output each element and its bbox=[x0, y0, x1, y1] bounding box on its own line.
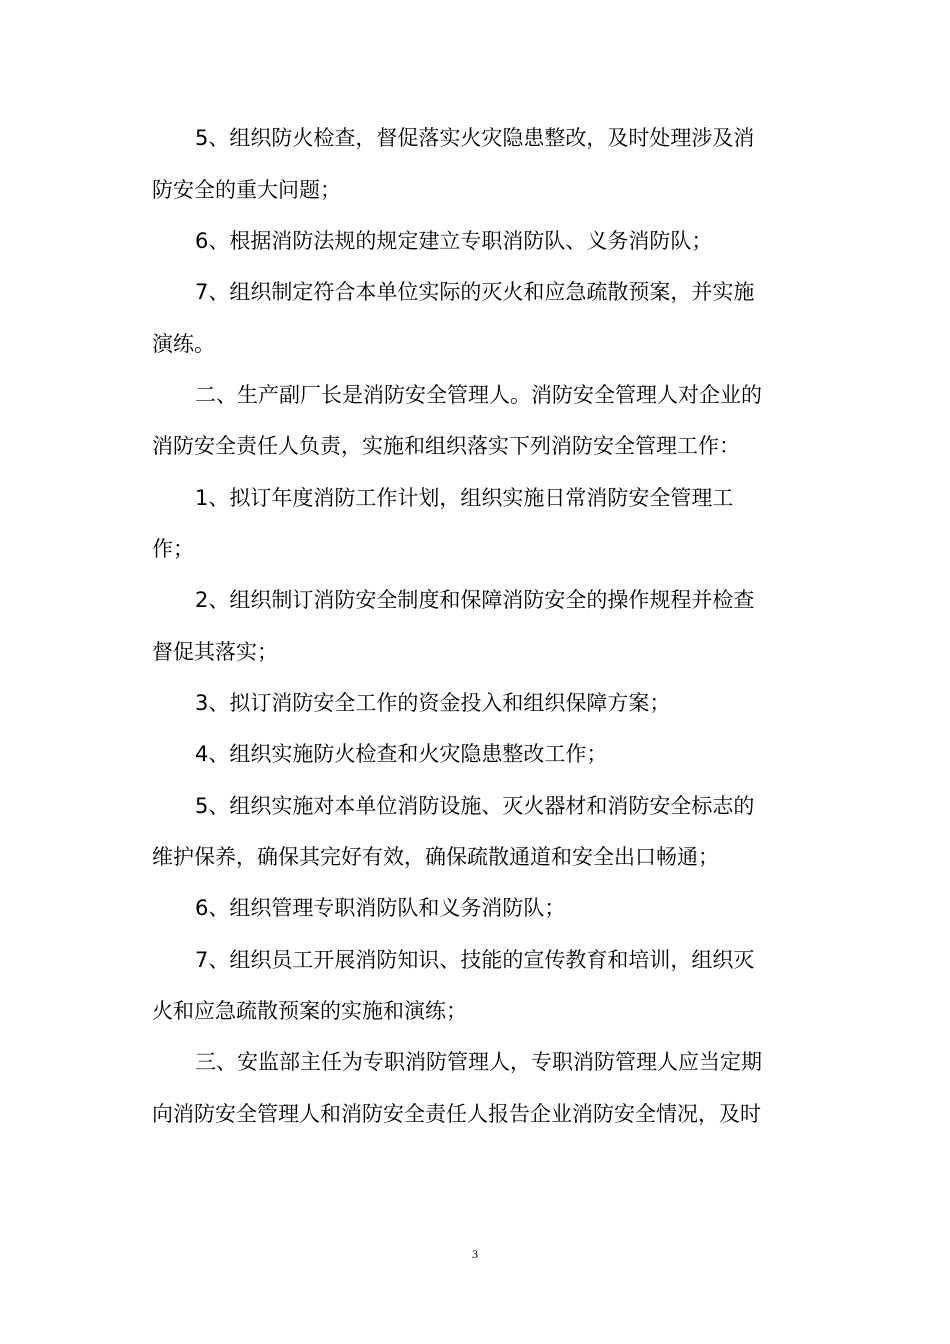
paragraph-line: 向消防安全管理人和消防安全责任人报告企业消防安全情况，及时 bbox=[152, 1102, 761, 1126]
paragraph-line: 2、组织制订消防安全制度和保障消防安全的操作规程并检查 bbox=[195, 588, 755, 612]
paragraph-line: 5、组织防火检查，督促落实火灾隐患整改，及时处理涉及消 bbox=[195, 126, 755, 150]
paragraph-line: 5、组织实施对本单位消防设施、灭火器材和消防安全标志的 bbox=[195, 794, 755, 818]
paragraph-line: 1、拟订年度消防工作计划，组织实施日常消防安全管理工 bbox=[195, 486, 734, 510]
paragraph-line: 7、组织员工开展消防知识、技能的宣传教育和培训，组织灭 bbox=[195, 948, 755, 972]
paragraph-line: 作； bbox=[152, 537, 194, 561]
paragraph-line: 防安全的重大问题； bbox=[152, 178, 341, 202]
paragraph-line: 6、组织管理专职消防队和义务消防队； bbox=[195, 896, 566, 920]
paragraph-line: 4、组织实施防火检查和火灾隐患整改工作； bbox=[195, 742, 608, 766]
paragraph-line: 消防安全责任人负责，实施和组织落实下列消防安全管理工作： bbox=[152, 434, 740, 458]
paragraph-line: 7、组织制定符合本单位实际的灭火和应急疏散预案，并实施 bbox=[195, 280, 755, 304]
paragraph-line: 三、安监部主任为专职消防管理人，专职消防管理人应当定期 bbox=[195, 1050, 762, 1074]
paragraph-line: 二、生产副厂长是消防安全管理人。消防安全管理人对企业的 bbox=[195, 383, 762, 407]
paragraph-line: 火和应急疏散预案的实施和演练； bbox=[152, 999, 467, 1023]
paragraph-line: 演练。 bbox=[152, 332, 215, 356]
paragraph-line: 维护保养，确保其完好有效，确保疏散通道和安全出口畅通； bbox=[152, 845, 719, 869]
page-number: 3 bbox=[472, 1247, 478, 1261]
paragraph-line: 督促其落实； bbox=[152, 640, 278, 664]
paragraph-line: 3、拟订消防安全工作的资金投入和组织保障方案； bbox=[195, 691, 671, 715]
paragraph-line: 6、根据消防法规的规定建立专职消防队、义务消防队； bbox=[195, 229, 713, 253]
